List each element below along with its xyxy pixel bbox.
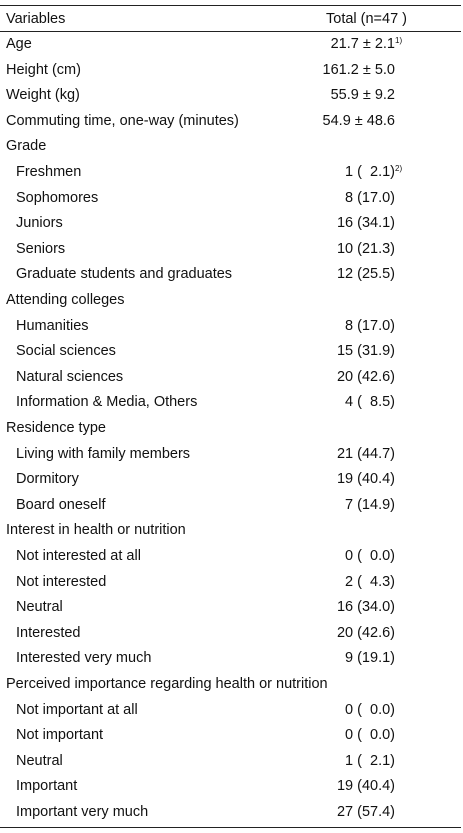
- row-label: Weight (kg): [6, 87, 80, 104]
- row-label: Age: [6, 36, 32, 52]
- row-label: Not interested at all: [16, 548, 141, 564]
- table-row: [0, 237, 461, 263]
- table-row: [0, 134, 461, 160]
- row-value: [225, 416, 395, 442]
- row-value: [225, 749, 395, 775]
- row-value-text: 21.7 ± 2.1: [330, 36, 395, 52]
- row-value-text: 16 (34.1): [336, 215, 395, 232]
- row-value-text: 16 (34.0): [336, 599, 395, 616]
- row-value-text: 54.9 ± 48.6: [322, 112, 395, 129]
- row-value: [225, 262, 395, 288]
- row-value: [225, 339, 395, 365]
- row-value: [225, 723, 395, 749]
- table-row: [0, 544, 461, 570]
- table-row: [0, 262, 461, 288]
- row-value-text: 0 ( 0.0): [345, 701, 395, 718]
- row-value: [225, 698, 395, 724]
- row-label: Interested very much: [16, 650, 152, 667]
- row-label: Not important: [16, 727, 104, 744]
- row-label: Important: [16, 778, 78, 795]
- row-value-text: 21 (44.7): [336, 445, 395, 462]
- row-value-text: 19 (40.4): [336, 778, 395, 795]
- table-row: [0, 800, 461, 826]
- row-value: [225, 774, 395, 800]
- table-row: [0, 365, 461, 391]
- row-value-text: 1 ( 2.1): [345, 164, 395, 180]
- row-value-text: 27 (57.4): [336, 804, 395, 820]
- table-row: [0, 467, 461, 493]
- row-value: [225, 58, 395, 84]
- row-value-text: 0 ( 0.0): [345, 548, 395, 564]
- row-label: Sophomores: [16, 189, 99, 206]
- table-row: [0, 646, 461, 672]
- row-value: [225, 621, 395, 647]
- row-label: Neutral: [16, 599, 63, 616]
- row-value-text: 161.2 ± 5.0: [322, 61, 395, 78]
- row-value: 21.7 ± 2.1 1): [225, 32, 395, 58]
- table-row: [0, 518, 461, 544]
- table-row: [0, 186, 461, 212]
- row-label: Seniors: [16, 240, 66, 257]
- row-label: Dormitory: [16, 471, 79, 488]
- row-label: Not interested: [16, 573, 107, 590]
- table-header-row: [0, 7, 461, 31]
- row-value: [225, 109, 395, 135]
- row-value: [225, 442, 395, 468]
- row-value: [225, 211, 395, 237]
- table-row: [0, 211, 461, 237]
- table-row: [0, 288, 461, 314]
- row-value: [225, 467, 395, 493]
- row-label: Not important at all: [16, 701, 138, 718]
- row-label: Interest in health or nutrition: [6, 522, 186, 539]
- row-label: Social sciences: [16, 343, 116, 360]
- table-row: [0, 109, 461, 135]
- row-value-text: 19 (40.4): [336, 471, 395, 488]
- row-value-text: 15 (31.9): [336, 343, 395, 360]
- row-label: Neutral: [16, 752, 63, 769]
- row-value-text: 8 (17.0): [345, 317, 395, 334]
- row-value: 1 ( 2.1) 2): [225, 160, 395, 186]
- table-row: [0, 32, 461, 58]
- row-value: [225, 237, 395, 263]
- table-row: [0, 83, 461, 109]
- row-value: [225, 544, 395, 570]
- table-row: [0, 774, 461, 800]
- row-value-text: 8 (17.0): [345, 189, 395, 206]
- row-label: Humanities: [16, 317, 89, 334]
- row-label: Residence type: [6, 420, 106, 436]
- row-label: Graduate students and graduates: [16, 266, 233, 283]
- table-row: [0, 749, 461, 775]
- row-label: Information & Media, Others: [16, 394, 198, 411]
- table-row: [0, 160, 461, 186]
- table-row: [0, 672, 461, 698]
- row-value-text: 2 ( 4.3): [345, 573, 395, 590]
- table-row: [0, 493, 461, 519]
- row-label: Interested: [16, 624, 81, 641]
- row-value: [225, 83, 395, 109]
- row-label: Height (cm): [6, 61, 81, 78]
- table-row: [0, 390, 461, 416]
- row-value-text: 0 ( 0.0): [345, 727, 395, 744]
- row-label: Juniors: [16, 215, 63, 232]
- row-value-text: 20 (42.6): [336, 624, 395, 641]
- row-label: Perceived importance regarding health or nutrition: [6, 676, 328, 692]
- header-total: Total (n=47 ): [326, 11, 408, 27]
- row-label: Important very much: [16, 804, 149, 820]
- row-value: [225, 493, 395, 519]
- table-bottom-rule: [0, 827, 461, 828]
- row-value: [225, 570, 395, 596]
- row-label: Living with family members: [16, 445, 191, 462]
- row-label: Grade: [6, 138, 47, 155]
- row-value: [225, 390, 395, 416]
- table-top-rule: [0, 5, 461, 6]
- row-label: Commuting time, one-way (minutes): [6, 112, 239, 129]
- table-row: [0, 621, 461, 647]
- row-value: [225, 365, 395, 391]
- row-label: Attending colleges: [6, 292, 125, 308]
- row-value-text: 9 (19.1): [345, 650, 395, 667]
- table-row: [0, 339, 461, 365]
- row-value: [225, 134, 395, 160]
- table-row: [0, 570, 461, 596]
- table-row: [0, 595, 461, 621]
- table-row: [0, 698, 461, 724]
- table-row: [0, 314, 461, 340]
- row-label: Natural sciences: [16, 368, 124, 385]
- table-row: [0, 416, 461, 442]
- row-value-text: 10 (21.3): [336, 240, 395, 257]
- table-row: [0, 723, 461, 749]
- row-value-text: 4 ( 8.5): [345, 394, 395, 411]
- header-variables: Variables: [6, 11, 66, 27]
- row-value: [225, 595, 395, 621]
- row-value: [225, 518, 395, 544]
- row-value-text: 7 (14.9): [345, 496, 395, 513]
- row-value-text: 12 (25.5): [336, 266, 395, 283]
- row-value: [225, 672, 395, 698]
- row-label: Freshmen: [16, 164, 82, 180]
- row-value: [225, 314, 395, 340]
- row-value-text: 20 (42.6): [336, 368, 395, 385]
- row-value-text: 1 ( 2.1): [345, 752, 395, 769]
- table-row: [0, 58, 461, 84]
- row-label: Board oneself: [16, 496, 106, 513]
- row-value: [225, 288, 395, 314]
- row-value-text: 55.9 ± 9.2: [330, 87, 395, 104]
- table-row: [0, 442, 461, 468]
- row-value: [225, 800, 395, 826]
- row-value: [225, 186, 395, 212]
- row-value: [225, 646, 395, 672]
